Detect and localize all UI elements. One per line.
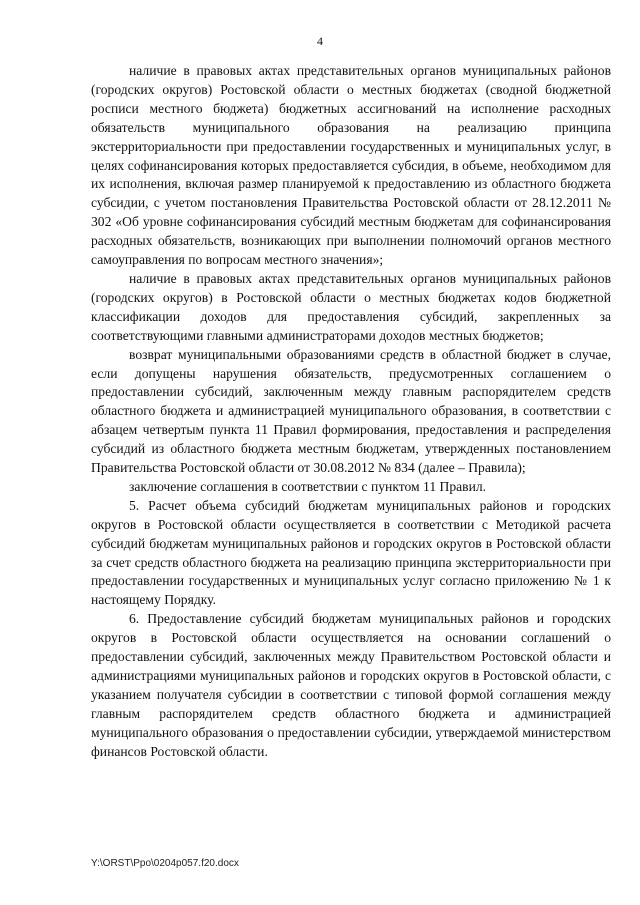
paragraph-budget-classification-codes: наличие в правовых актах представительных органов муниципальных районов (городских округов) в Ростовской области о местных бюджетах кодов бюджетной классификации доходов для предоставления субсидий, закрепленных за соответствующими главными администраторами доходов местных бюджетов; — [91, 270, 611, 343]
paragraph-item-5-calculation: 5. Расчет объема субсидий бюджетам муниципальных районов и городских округов в Ростовской области осуществляется в соответствии с Методикой расчета субсидий бюджетам муниципальных районов и городских округов в Ростовской области за счет средств областного бюджета на реализацию принципа экстерриториальности при предоставлении государственных и муниципальных услуг согласно приложению № 1 к настоящему Порядку. — [91, 497, 611, 608]
document-body — [91, 62, 611, 762]
paragraph-item-6-provision: 6. Предоставление субсидий бюджетам муниципальных районов и городских округов в Ростовской области осуществляется на основании соглашений о предоставлении субсидий, заключенных между Правительством Ростовской области и администрациями муниципальных районов и городских округов в Ростовской области, с указанием получателя субсидии в соответствии с типовой формой соглашения между главным распорядителем средств областного бюджета и администрацией муниципального образования о предоставлении субсидии, утверждаемой министерством финансов Ростовской области. — [91, 611, 611, 759]
paragraph-agreement-conclusion: заключение соглашения в соответствии с пунктом 11 Правил. — [129, 478, 487, 494]
paragraph-budget-allocations: наличие в правовых актах представительных органов муниципальных районов (городских округов) Ростовской области о местных бюджетах (сводной бюджетной росписи местного бюджета) бюджетных ассигнований на исполнение расходных обязательств муниципального образования на реализацию принципа экстерриториальности при предоставлении государственных и муниципальных услуг, в целях софинансирования которых предоставляется субсидия, в объеме, необходимом для их исполнения, включая размер планируемой к предоставлению из областного бюджета субсидии, с учетом постановления Правительства Ростовской области от 28.12.2011 № 302 «Об уровне софинансирования субсидий местным бюджетам для софинансирования расходных обязательств, возникающих при выполнении полномочий органов местного самоуправления по вопросам местного значения»; — [91, 63, 611, 268]
page-number: 4 — [317, 34, 323, 48]
paragraph-refund-of-funds: возврат муниципальными образованиями средств в областной бюджет в случае, если допущены нарушения обязательств, предусмотренных соглашением о предоставлении субсидий, заключенным между главным распорядителем средств областного бюджета и администрацией муниципального образования, в соответствии с абзацем четвертым пункта 11 Правил формирования, предоставления и распределения субсидий из областного бюджета местным бюджетам, утвержденных постановлением Правительства Ростовской области от 30.08.2012 № 834 (далее – Правила); — [91, 346, 611, 476]
footer-file-path: Y:\ORST\Ppo\0204p057.f20.docx — [91, 858, 239, 869]
